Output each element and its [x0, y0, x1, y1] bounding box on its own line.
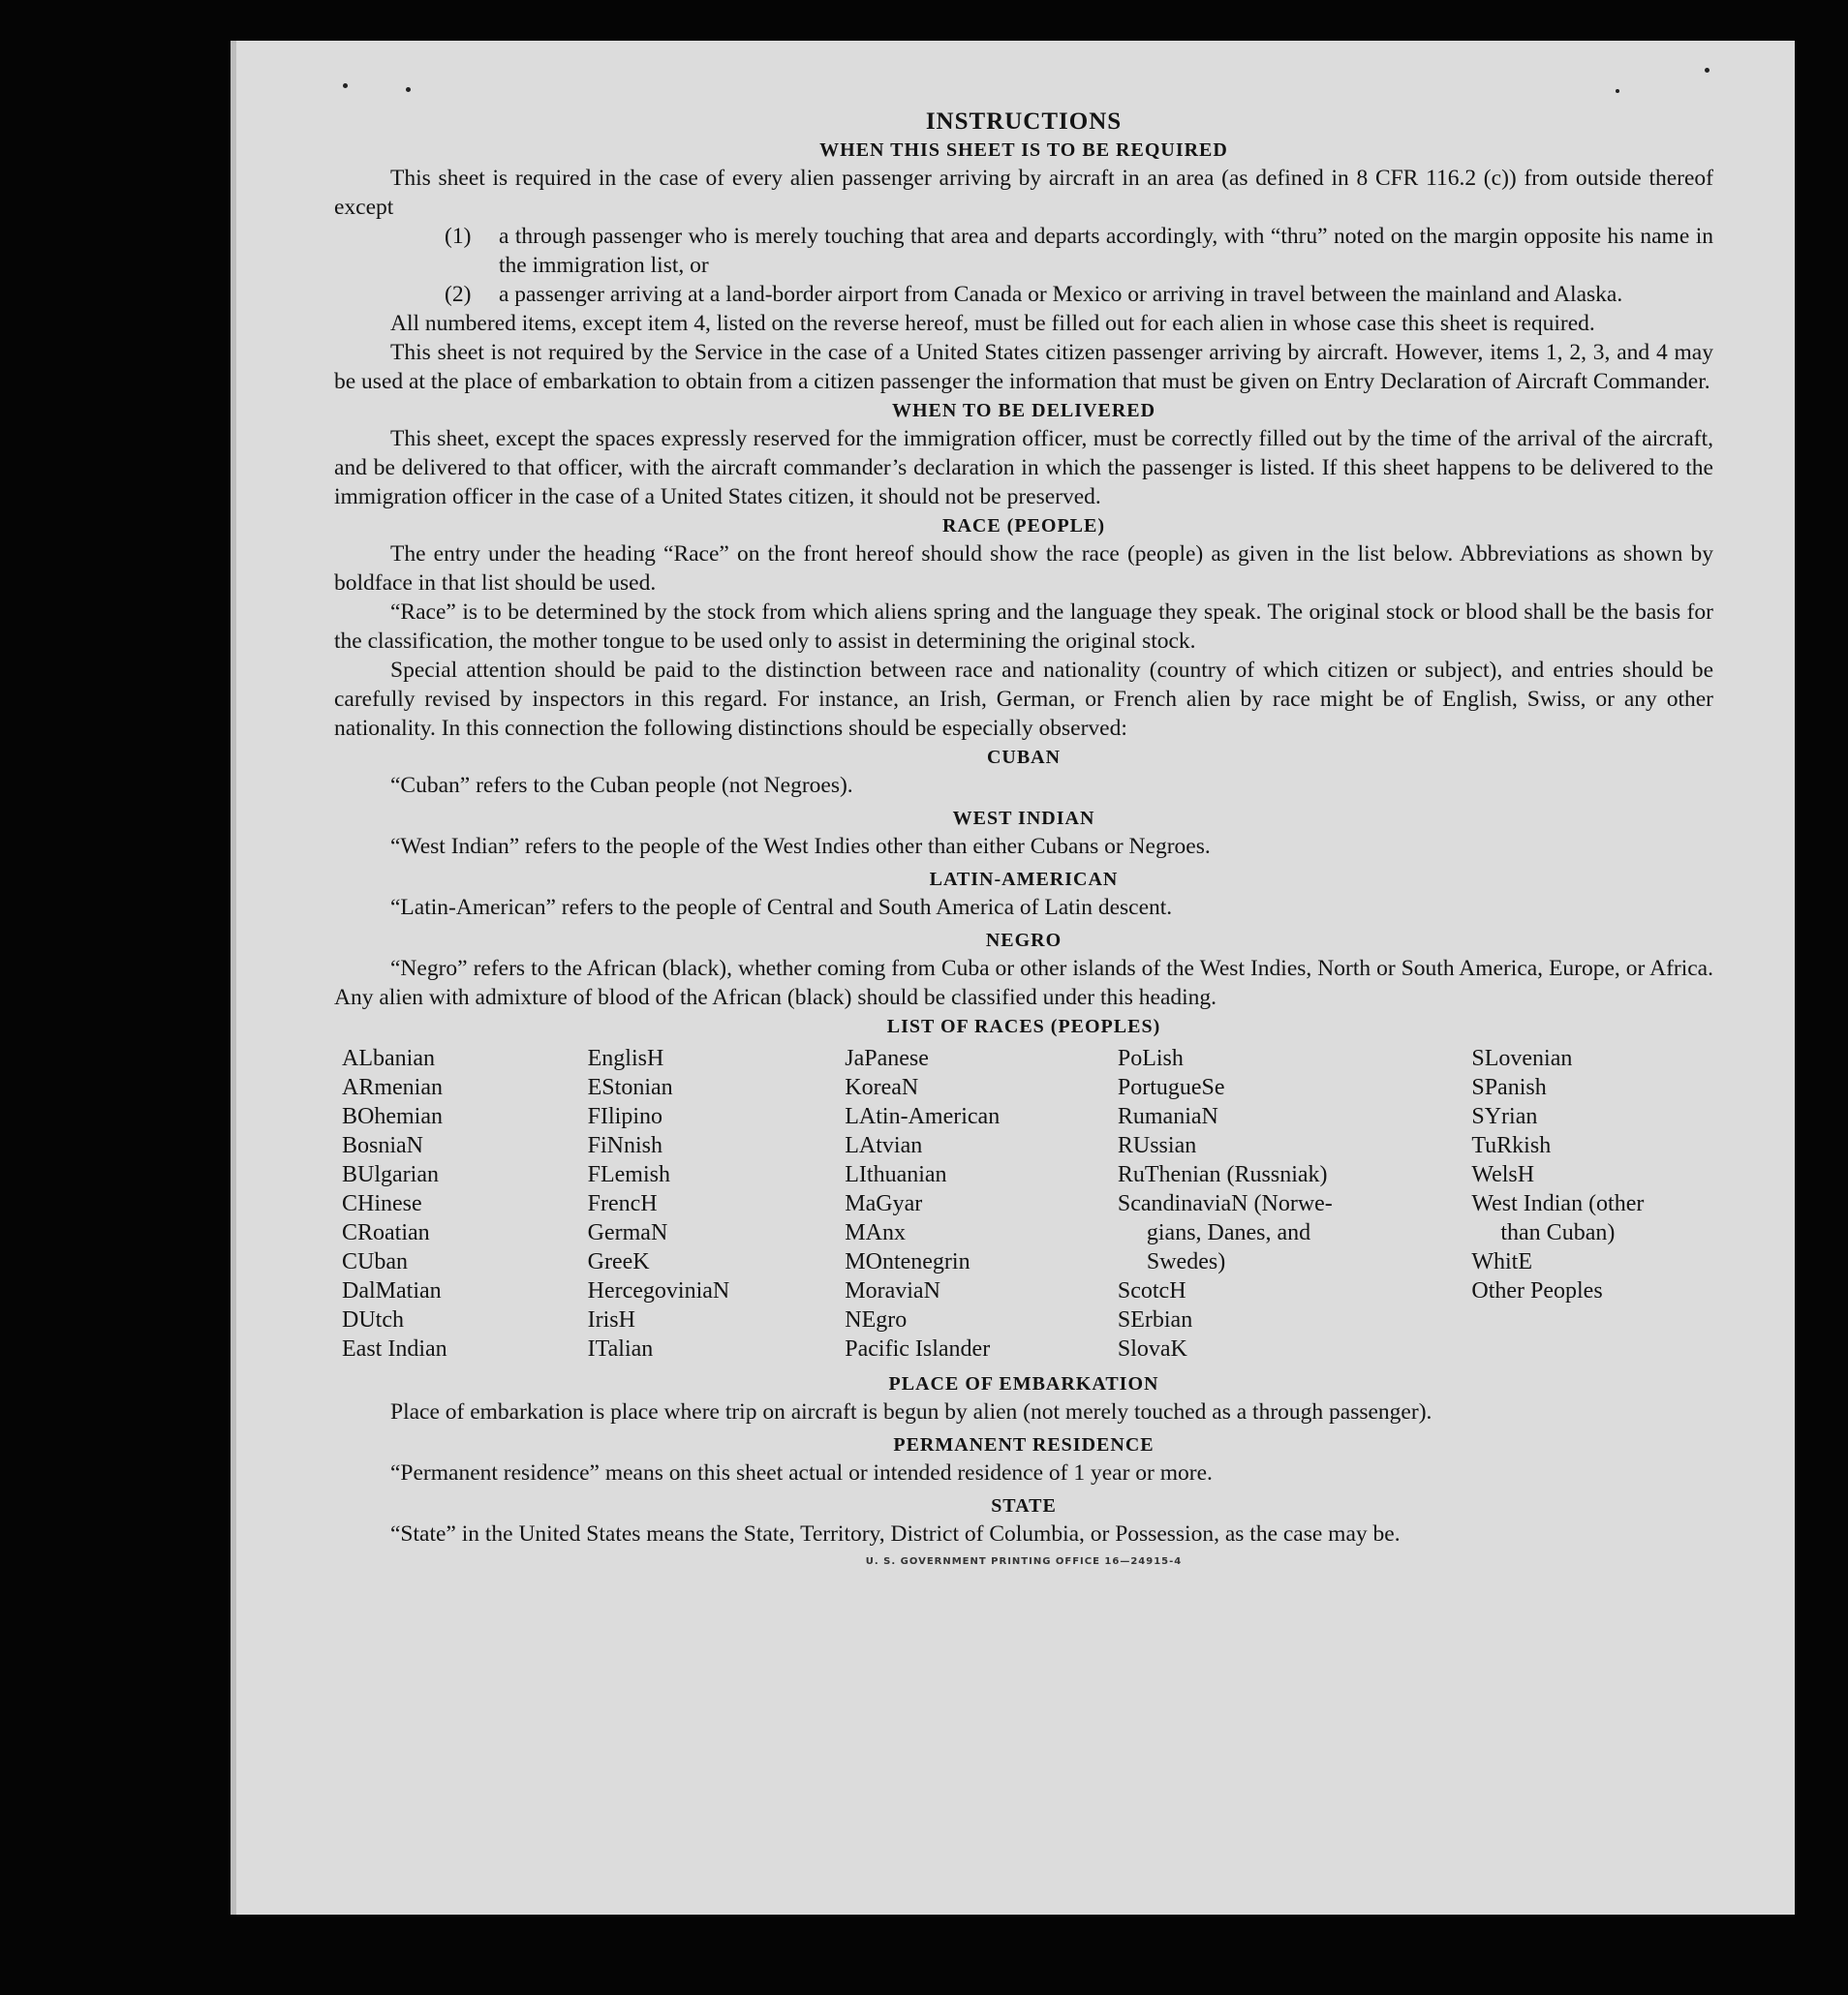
race-item: Pacific Islander [845, 1336, 991, 1362]
speck [1705, 68, 1709, 73]
section-heading-list-of-races: LIST OF RACES (PEOPLES) [886, 1016, 1161, 1037]
speck [343, 83, 348, 88]
race-item: LIthuanian [845, 1162, 947, 1187]
race-item: MoraviaN [845, 1278, 940, 1304]
race-item: ALbanian [342, 1046, 435, 1071]
race-item: FLemish [587, 1162, 670, 1187]
race-item: SPanish [1471, 1075, 1547, 1100]
speck [1616, 89, 1619, 93]
race-item: PortugueSe [1117, 1075, 1225, 1100]
paragraph-when-required-intro: This sheet is required in the case of every alien passenger arriving by aircraft in an area (as defined in 8 CFR 116.2 (c)) from outside thereof except [334, 166, 1713, 220]
race-item: SErbian [1117, 1307, 1193, 1333]
race-item-continued: Swedes) [1146, 1249, 1226, 1274]
race-item: SYrian [1471, 1104, 1538, 1129]
paragraph-west-indian: “West Indian” refers to the people of the West Indies other than either Cubans or Negroes. [390, 834, 1211, 859]
paragraph-citizen-passenger: This sheet is not required by the Service in the case of a United States citizen passenger arriving by aircraft. However, items 1, 2, 3, and 4 may be used at the place of embarkation to obtain from a citizen passenger the information that must be given on Entry Declaration of Aircraft Commander. [334, 340, 1713, 394]
race-item: RUssian [1117, 1133, 1197, 1158]
section-heading-embarkation: PLACE OF EMBARKATION [888, 1373, 1159, 1395]
paragraph-cuban: “Cuban” refers to the Cuban people (not Negroes). [390, 773, 853, 798]
race-item: FIlipino [587, 1104, 662, 1129]
race-item: SLovenian [1471, 1046, 1573, 1071]
race-column [1471, 1044, 1713, 1364]
section-heading-when-delivered: WHEN TO BE DELIVERED [891, 400, 1156, 421]
instructions-content [334, 108, 1713, 1567]
race-column [1118, 1044, 1471, 1364]
page-title: INSTRUCTIONS [925, 108, 1123, 135]
race-item: CUban [342, 1249, 408, 1274]
section-heading-negro: NEGRO [985, 930, 1063, 951]
race-item: EStonian [587, 1075, 673, 1100]
race-item-continued: gians, Danes, and [1146, 1220, 1311, 1245]
race-item: MAnx [845, 1220, 906, 1245]
paragraph-embarkation: Place of embarkation is place where trip on aircraft is begun by alien (not merely touched as a through passenger). [390, 1399, 1432, 1425]
race-item: HercegoviniaN [587, 1278, 730, 1304]
paragraph-delivery: This sheet, except the spaces expressly reserved for the immigration officer, must be correctly filled out by the time of the arrival of the aircraft, and be delivered to that officer, with the aircraft commander’s declaration in which the passenger is listed. If this sheet happens to be delivered to the immigration officer in the case of a United States citizen, it should not be preserved. [334, 426, 1713, 509]
race-item: BosniaN [342, 1133, 423, 1158]
paragraph-state: “State” in the United States means the State, Territory, District of Columbia, or Possession, as the case may be. [390, 1521, 1401, 1547]
race-list [342, 1044, 1713, 1364]
exception-item [334, 222, 1713, 280]
race-column [588, 1044, 846, 1364]
race-item: ARmenian [342, 1075, 443, 1100]
exception-text: a passenger arriving at a land-border airport from Canada or Mexico or arriving in travel between the mainland and Alaska. [499, 282, 1623, 307]
race-item: WelsH [1471, 1162, 1535, 1187]
paragraph-race-entry: The entry under the heading “Race” on the front hereof should show the race (people) as given in the list below. Abbreviations as shown by boldface in that list should be used. [334, 541, 1713, 596]
race-item-continued: than Cuban) [1500, 1220, 1616, 1245]
paragraph-latin-american: “Latin-American” refers to the people of Central and South America of Latin descent. [390, 895, 1173, 920]
section-heading-race: RACE (PEOPLE) [942, 515, 1105, 537]
race-item: CHinese [342, 1191, 422, 1216]
race-item: BOhemian [342, 1104, 443, 1129]
race-item: ScotcH [1117, 1278, 1186, 1304]
race-item: BUlgarian [342, 1162, 439, 1187]
race-item: ITalian [587, 1336, 654, 1362]
speck [406, 87, 411, 92]
race-item: GermaN [587, 1220, 668, 1245]
race-column [342, 1044, 588, 1364]
printing-office-imprint: U. S. GOVERNMENT PRINTING OFFICE 16—24915-4 [865, 1556, 1183, 1567]
paragraph-race-nationality: Special attention should be paid to the distinction between race and nationality (country of which citizen or subject), and entries should be carefully revised by inspectors in this regard. For instance, an Irish, German, or French alien by race might be of English, Swiss, or any other nationality. In this connection the following distinctions should be especially observed: [334, 658, 1713, 741]
exception-text: a through passenger who is merely touching that area and departs accordingly, with “thru” noted on the margin opposite his name in the immigration list, or [499, 224, 1713, 278]
race-item: MOntenegrin [845, 1249, 970, 1274]
race-column [845, 1044, 1118, 1364]
race-item: East Indian [342, 1336, 447, 1362]
race-item: KoreaN [845, 1075, 919, 1100]
race-item: FiNnish [587, 1133, 662, 1158]
race-item: JaPanese [845, 1046, 929, 1071]
race-item: RuThenian (Russniak) [1117, 1162, 1328, 1187]
race-item: RumaniaN [1117, 1104, 1218, 1129]
race-item: IrisH [587, 1307, 635, 1333]
document-sheet [231, 41, 1795, 1915]
paragraph-residence: “Permanent residence” means on this sheet actual or intended residence of 1 year or more. [390, 1460, 1213, 1486]
section-heading-cuban: CUBAN [986, 747, 1062, 768]
race-item: SlovaK [1117, 1336, 1187, 1362]
section-heading-latin-american: LATIN-AMERICAN [929, 869, 1119, 890]
race-item: DalMatian [342, 1278, 442, 1304]
paragraph-race-stock: “Race” is to be determined by the stock from which aliens spring and the language they speak. The original stock or blood shall be the basis for the classification, the mother tongue to be used only to assist in determining the original stock. [334, 599, 1713, 654]
section-heading-west-indian: WEST INDIAN [952, 808, 1095, 829]
section-heading-residence: PERMANENT RESIDENCE [893, 1434, 1155, 1456]
section-heading-state: STATE [991, 1495, 1057, 1517]
race-item: West Indian (other [1471, 1191, 1645, 1216]
race-item: TuRkish [1471, 1133, 1552, 1158]
race-item: MaGyar [845, 1191, 923, 1216]
race-item: FrencH [587, 1191, 658, 1216]
race-item: LAtvian [845, 1133, 923, 1158]
race-item: CRoatian [342, 1220, 430, 1245]
race-item: LAtin-American [845, 1104, 1001, 1129]
race-item: DUtch [342, 1307, 404, 1333]
exception-number: (1) [445, 224, 472, 249]
paragraph-negro: “Negro” refers to the African (black), whether coming from Cuba or other islands of the West Indies, North or South America, Europe, or Africa. Any alien with admixture of blood of the African (black) should be classified under this heading. [334, 956, 1713, 1010]
race-item: NEgro [845, 1307, 908, 1333]
race-item: WhitE [1471, 1249, 1533, 1274]
exception-number: (2) [445, 282, 472, 307]
race-item: EnglisH [587, 1046, 664, 1071]
race-item: ScandinaviaN (Norwe- [1117, 1191, 1333, 1216]
race-item: PoLish [1117, 1046, 1184, 1071]
exception-item [334, 280, 1713, 309]
race-item: GreeK [587, 1249, 650, 1274]
section-heading-when-required: WHEN THIS SHEET IS TO BE REQUIRED [819, 139, 1228, 161]
paragraph-numbered-items: All numbered items, except item 4, listed on the reverse hereof, must be filled out for each alien in whose case this sheet is required. [390, 311, 1595, 336]
race-item: Other Peoples [1471, 1278, 1603, 1304]
